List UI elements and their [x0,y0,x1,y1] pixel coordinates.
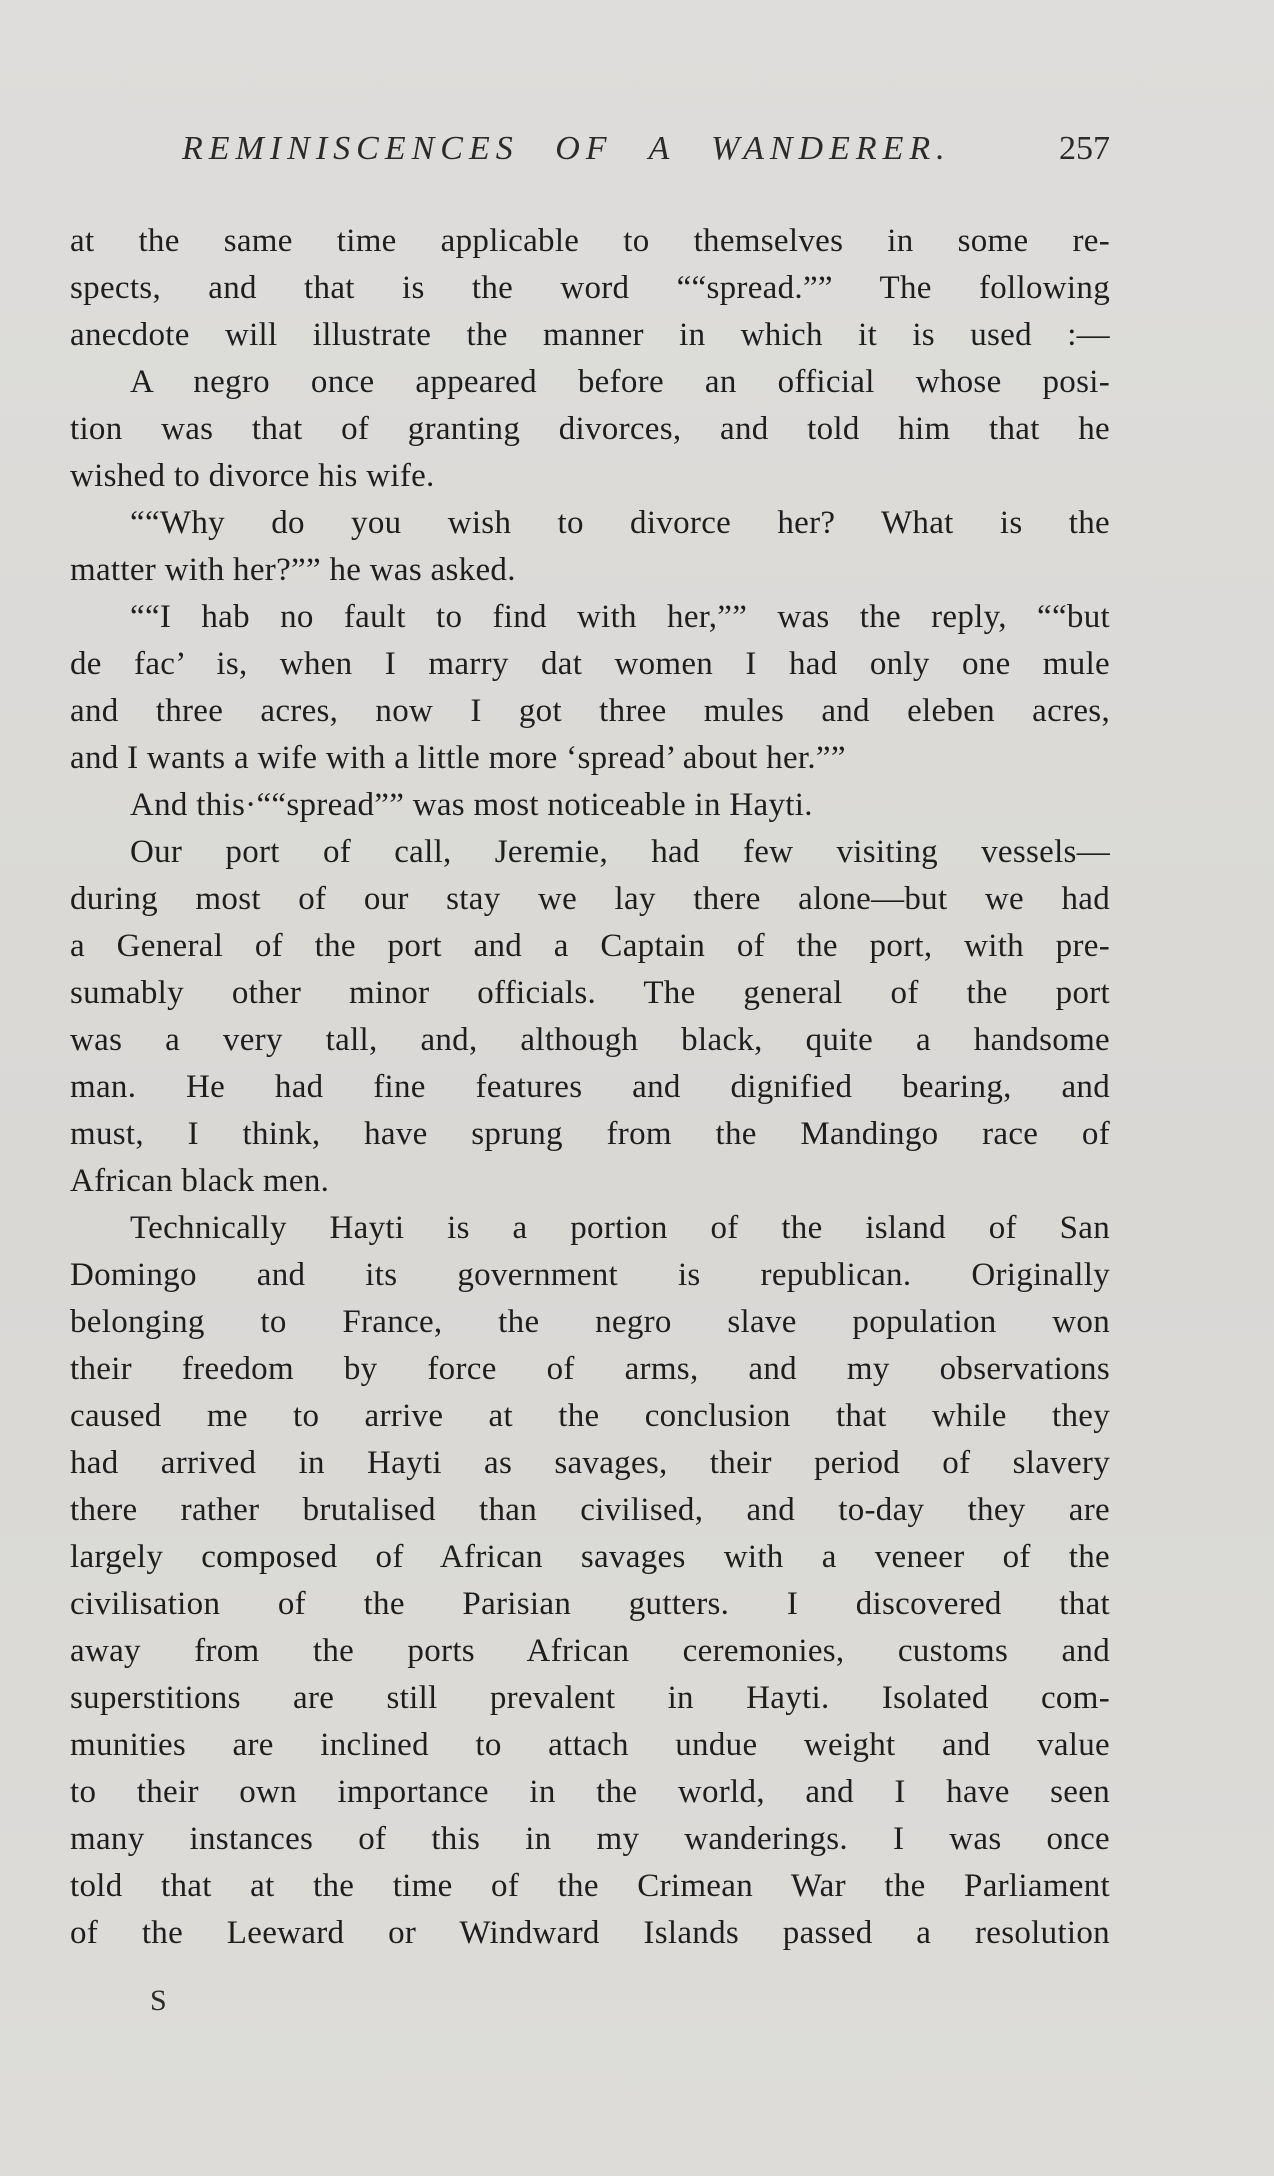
text-line: ““Why do you wish to divorce her? What is the [130,505,1110,541]
text-line: must, I think, have sprung from the Mandingo race of [70,1116,1110,1152]
body-text [70,218,1110,1957]
text-line: anecdote will illustrate the manner in which it is used :— [70,317,1110,353]
printer-signature-mark: S [150,1984,167,2017]
text-line: of the Leeward or Windward Islands passed a resolution [70,1915,1110,1951]
text-line: and I wants a wife with a little more ‘spread’ about her.”” [70,740,846,776]
text-line: their freedom by force of arms, and my observations [70,1351,1110,1387]
text-line: African black men. [70,1163,330,1199]
text-line: to their own importance in the world, and I have seen [70,1774,1110,1810]
text-line: had arrived in Hayti as savages, their period of slavery [70,1445,1110,1481]
text-line: And this·““spread”” was most noticeable in Hayti. [130,787,813,823]
text-line: a General of the port and a Captain of the port, with pre- [70,928,1110,964]
running-title: REMINISCENCES OF A WANDERER. [182,130,951,167]
text-line: de fac’ is, when I marry dat women I had only one mule [70,646,1110,682]
text-line: spects, and that is the word ““spread.”” The following [70,270,1110,306]
text-line: munities are inclined to attach undue weight and value [70,1727,1110,1763]
text-line: during most of our stay we lay there alone—but we had [70,881,1110,917]
text-line: belonging to France, the negro slave population won [70,1304,1110,1340]
text-line: wished to divorce his wife. [70,458,435,494]
text-line: and three acres, now I got three mules and eleben acres, [70,693,1110,729]
text-line: sumably other minor officials. The general of the port [70,975,1110,1011]
text-line: tion was that of granting divorces, and told him that he [70,411,1110,447]
running-head [70,130,1110,180]
text-line: there rather brutalised than civilised, and to-day they are [70,1492,1110,1528]
text-line: man. He had fine features and dignified bearing, and [70,1069,1110,1105]
text-line: many instances of this in my wanderings. I was once [70,1821,1110,1857]
text-line: at the same time applicable to themselves in some re- [70,223,1110,259]
text-line: caused me to arrive at the conclusion that while they [70,1398,1110,1434]
text-line: ““I hab no fault to find with her,”” was the reply, ““but [130,599,1110,635]
text-line: A negro once appeared before an official whose posi- [130,364,1110,400]
text-line: told that at the time of the Crimean War the Parliament [70,1868,1110,1904]
text-line: civilisation of the Parisian gutters. I discovered that [70,1586,1110,1622]
page-number: 257 [1059,130,1110,167]
text-line: largely composed of African savages with a veneer of the [70,1539,1110,1575]
text-line: matter with her?”” he was asked. [70,552,516,588]
text-line: Our port of call, Jeremie, had few visiting vessels— [130,834,1110,870]
text-line: was a very tall, and, although black, quite a handsome [70,1022,1110,1058]
text-line: superstitions are still prevalent in Hayti. Isolated com- [70,1680,1110,1716]
text-line: Technically Hayti is a portion of the island of San [130,1210,1110,1246]
text-line: Domingo and its government is republican. Originally [70,1257,1110,1293]
text-line: away from the ports African ceremonies, customs and [70,1633,1110,1669]
